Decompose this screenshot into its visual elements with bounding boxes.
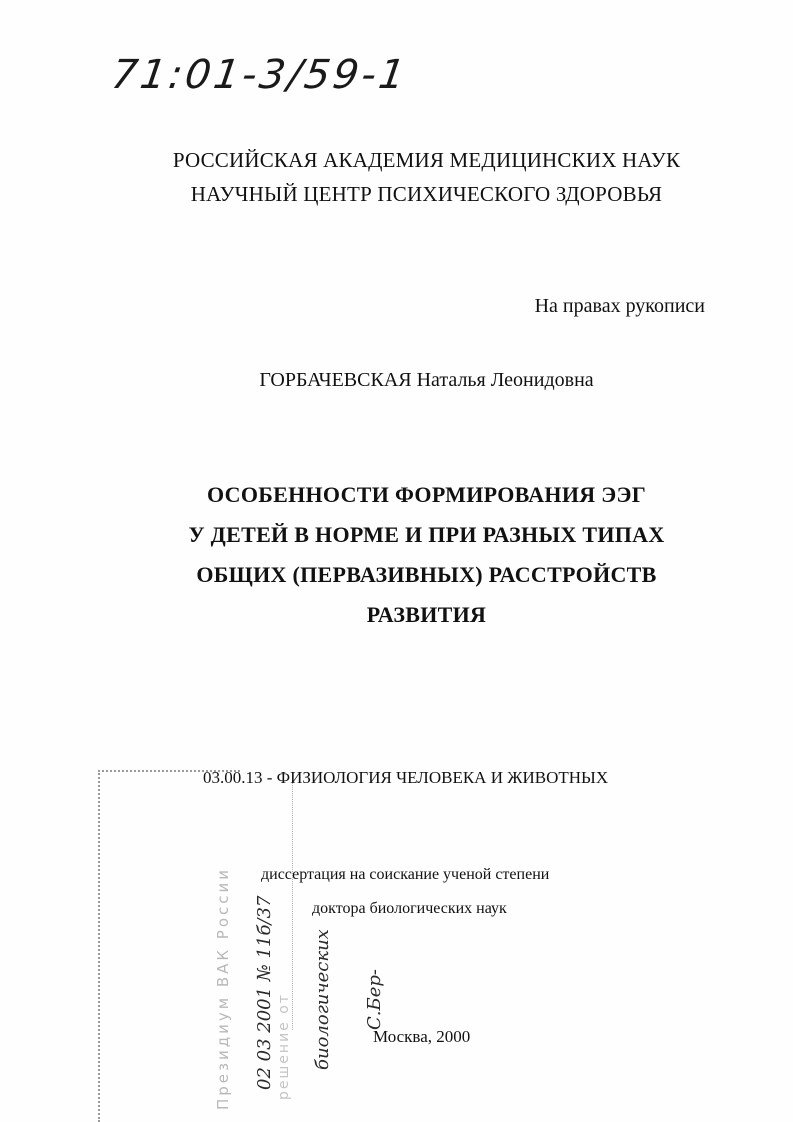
institution-academy: РОССИЙСКАЯ АКАДЕМИЯ МЕДИЦИНСКИХ НАУК xyxy=(172,148,681,172)
institution-center: НАУЧНЫЙ ЦЕНТР ПСИХИЧЕСКОГО ЗДОРОВЬЯ xyxy=(190,182,663,206)
stamp-printed-text: Президиум ВАК России xyxy=(214,866,232,1110)
stamp-handwritten-field: биологических xyxy=(312,929,333,1070)
title-line-3: ОБЩИХ (ПЕРВАЗИВНЫХ) РАССТРОЙСТВ xyxy=(196,562,657,587)
title-line-2: У ДЕТЕЙ В НОРМЕ И ПРИ РАЗНЫХ ТИПАХ xyxy=(188,522,665,547)
handwritten-inventory-number: 71:01-3/59-1 xyxy=(108,52,411,98)
degree-line-1: диссертация на соискание ученой степени xyxy=(261,866,550,883)
title-line-1: ОСОБЕННОСТИ ФОРМИРОВАНИЯ ЭЭГ xyxy=(206,482,646,507)
author-name: ГОРБАЧЕВСКАЯ Наталья Леонидовна xyxy=(259,369,594,391)
stamp-dotted-rule xyxy=(292,780,293,1030)
approval-stamp xyxy=(98,770,385,1120)
manuscript-rights-note: На правах рукописи xyxy=(534,295,705,317)
specialty-code: 03.00.13 - ФИЗИОЛОГИЯ ЧЕЛОВЕКА И ЖИВОТНЫХ xyxy=(203,768,609,787)
title-line-4: РАЗВИТИЯ xyxy=(366,602,487,627)
stamp-handwritten-date: 02 03 2001 № 11б/37 xyxy=(254,895,275,1090)
stamp-printed-decision: решение от xyxy=(276,993,292,1100)
degree-line-2: доктора биологических наук xyxy=(312,900,507,917)
place-and-year: Москва, 2000 xyxy=(373,1027,471,1046)
stamp-handwritten-signature: С.Бер- xyxy=(364,969,385,1030)
